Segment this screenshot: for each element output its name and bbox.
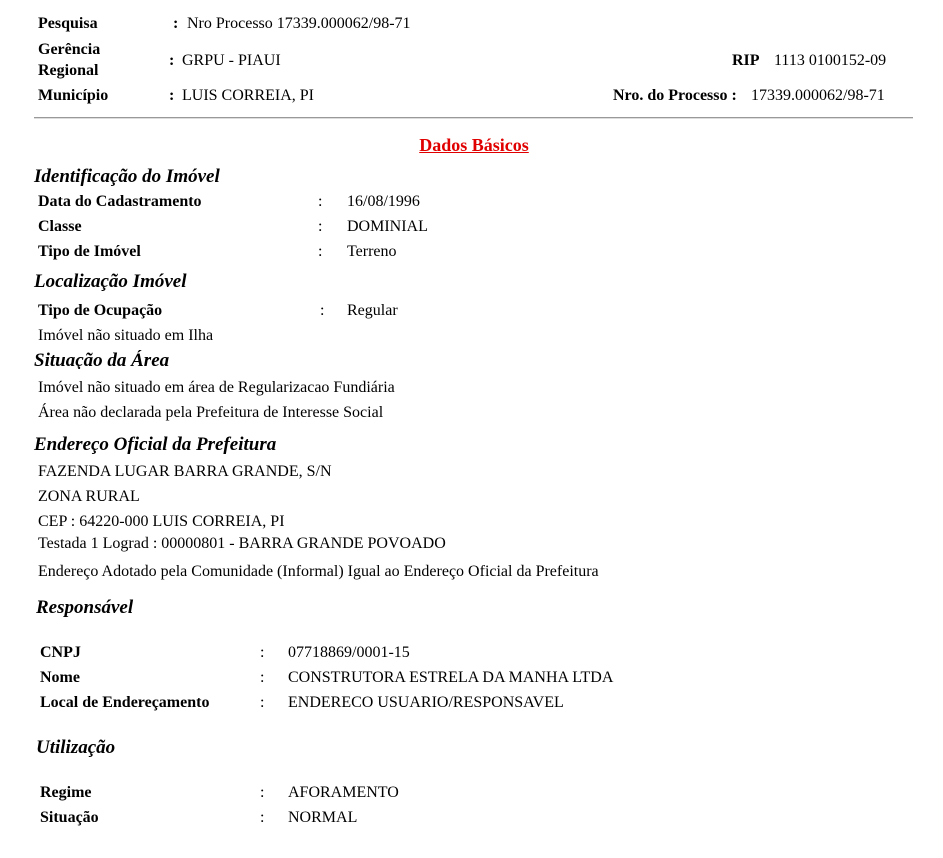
nro-processo-label: Nro. do Processo : [613,87,737,104]
title-wrapper [0,135,943,157]
cnpj-label: CNPJ [40,644,81,661]
local-enderecamento-label: Local de Endereçamento [40,694,210,711]
data-cadastramento-label: Data do Cadastramento [38,193,202,210]
gerencia-colon: : [169,52,175,69]
nome-colon: : [260,669,265,686]
identificacao-heading: Identificação do Imóvel [34,166,220,187]
endereco-line-5: Endereço Adotado pela Comunidade (Informal) Igual ao Endereço Oficial da Prefeitura [38,563,599,580]
pesquisa-value: Nro Processo 17339.000062/98-71 [187,15,411,32]
tipo-ocupacao-value: Regular [347,302,398,319]
responsavel-heading: Responsável [36,597,134,618]
utilizacao-heading: Utilização [36,737,116,758]
regime-value: AFORAMENTO [288,784,399,801]
tipo-imovel-value: Terreno [347,243,397,260]
classe-value: DOMINIAL [347,218,428,235]
header-divider [34,117,913,119]
dados-basicos-title[interactable]: Dados Básicos [419,135,529,155]
local-enderecamento-colon: : [260,694,265,711]
pesquisa-label: Pesquisa [38,15,98,32]
tipo-ocupacao-colon: : [320,302,325,319]
municipio-value: LUIS CORREIA, PI [182,87,315,104]
municipio-colon: : [169,87,175,104]
regime-label: Regime [40,784,92,801]
situacao-colon: : [260,809,265,826]
pesquisa-colon: : [173,15,179,32]
cnpj-colon: : [260,644,265,661]
municipio-label: Município [38,87,109,104]
rip-value: 1113 0100152-09 [774,52,887,69]
gerencia-value: GRPU - PIAUI [182,52,281,69]
ilha-text: Imóvel não situado em Ilha [38,327,214,344]
situacao-area-line-2: Área não declarada pela Prefeitura de Interesse Social [38,404,384,421]
classe-label: Classe [38,218,82,235]
rip-label: RIP [732,52,760,69]
regime-colon: : [260,784,265,801]
nome-label: Nome [40,669,80,686]
data-cadastramento-value: 16/08/1996 [347,193,420,210]
situacao-value: NORMAL [288,809,358,826]
nro-processo-value: 17339.000062/98-71 [751,87,885,104]
situacao-area-heading: Situação da Área [34,350,170,369]
endereco-line-1: FAZENDA LUGAR BARRA GRANDE, S/N [38,463,332,480]
local-enderecamento-value: ENDERECO USUARIO/RESPONSAVEL [288,694,564,711]
gerencia-label-line1: Gerência [38,41,101,58]
situacao-area-line-1: Imóvel não situado em área de Regularizacao Fundiária [38,379,395,396]
situacao-area-heading-clip [34,350,169,369]
endereco-heading: Endereço Oficial da Prefeitura [34,434,277,455]
tipo-imovel-label: Tipo de Imóvel [38,243,141,260]
classe-colon: : [318,218,323,235]
tipo-ocupacao-label: Tipo de Ocupação [38,302,163,319]
gerencia-label-line2: Regional [38,62,99,79]
endereco-line-3: CEP : 64220-000 LUIS CORREIA, PI [38,513,285,530]
localizacao-heading: Localização Imóvel [34,271,187,292]
data-cadastramento-colon: : [318,193,323,210]
endereco-line-2: ZONA RURAL [38,488,140,505]
cnpj-value: 07718869/0001-15 [288,644,410,661]
situacao-label: Situação [40,809,99,826]
endereco-line-4: Testada 1 Lograd : 00000801 - BARRA GRANDE POVOADO [38,535,446,552]
tipo-imovel-colon: : [318,243,323,260]
nome-value: CONSTRUTORA ESTRELA DA MANHA LTDA [288,669,614,686]
